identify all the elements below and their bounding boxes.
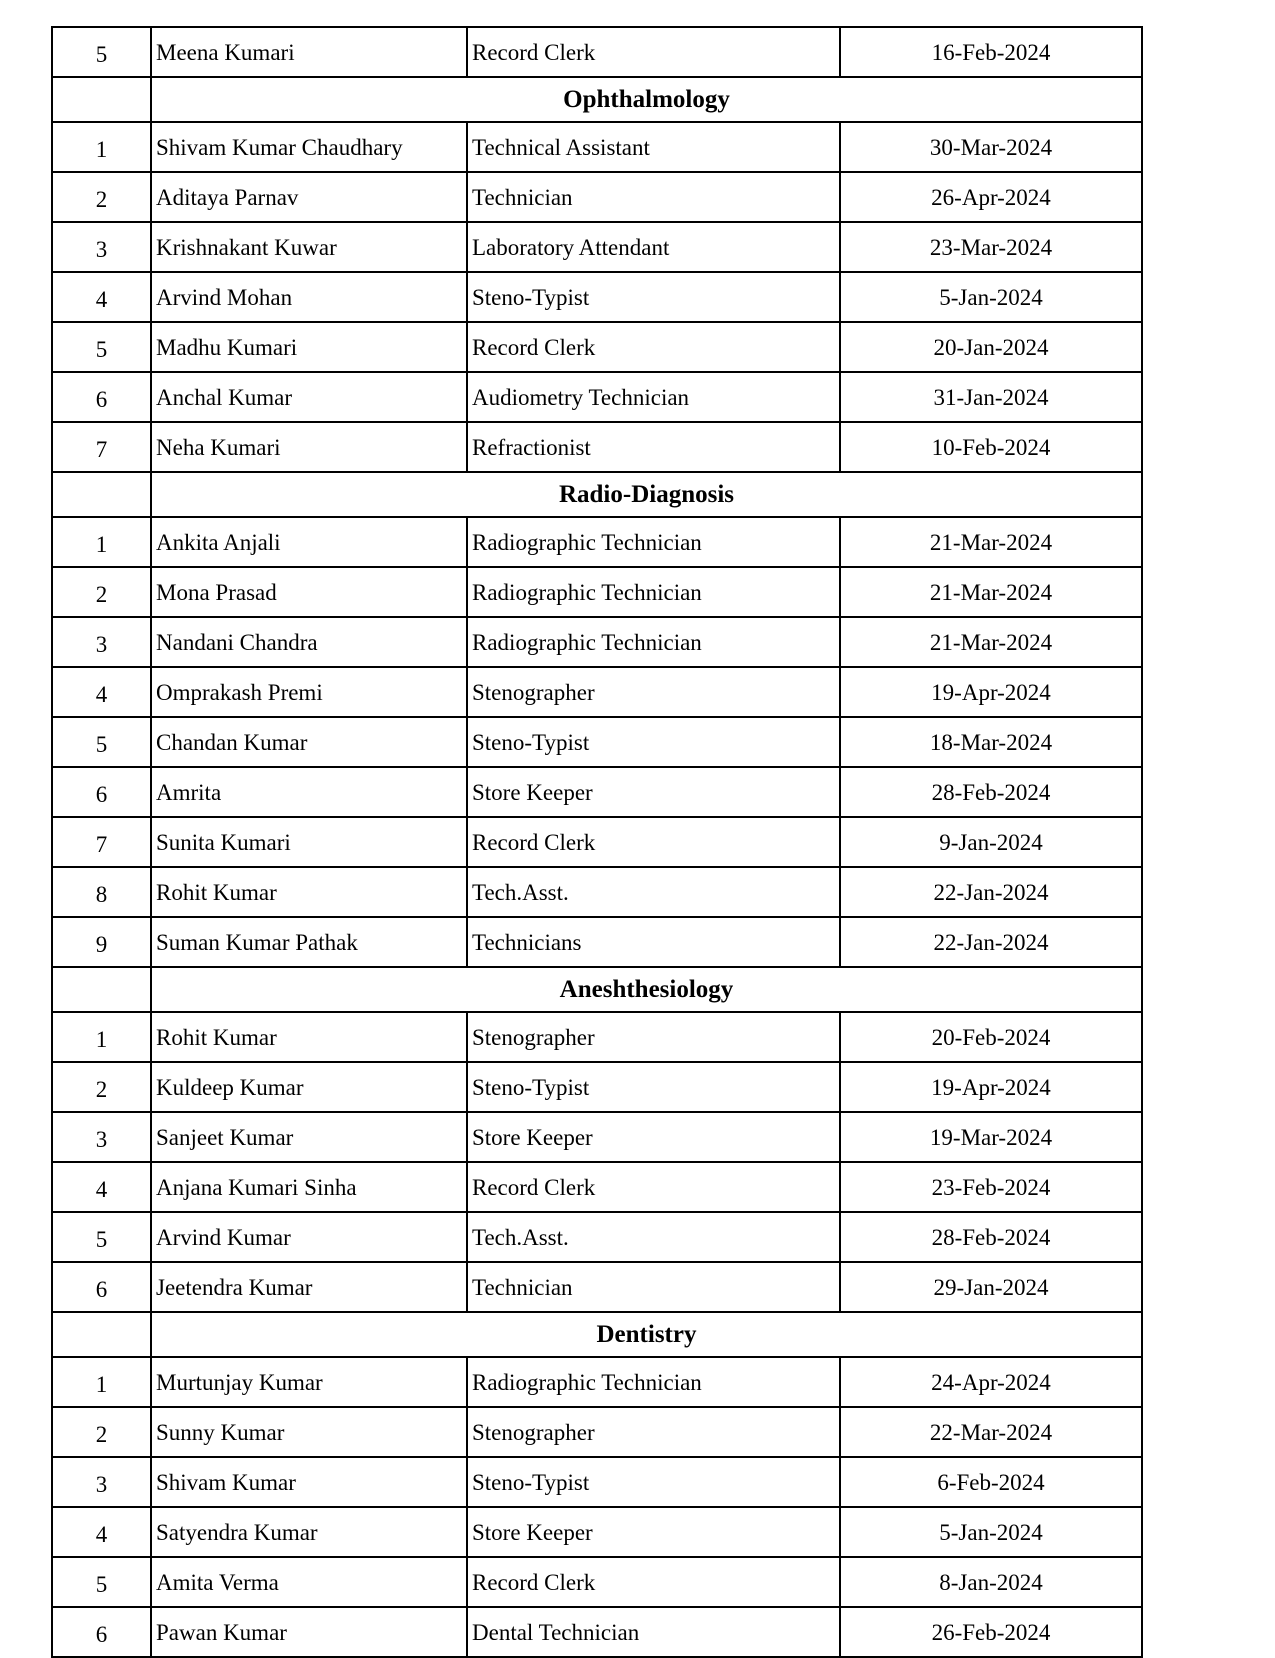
- serial-number-cell: 5: [52, 322, 151, 372]
- post-cell: Radiographic Technician: [467, 517, 840, 567]
- name-cell: Omprakash Premi: [151, 667, 467, 717]
- name-cell: Amrita: [151, 767, 467, 817]
- post-cell: Radiographic Technician: [467, 567, 840, 617]
- table-row: [52, 1162, 1142, 1212]
- serial-number-cell: 3: [52, 222, 151, 272]
- table-row: [52, 1507, 1142, 1557]
- date-cell: 16-Feb-2024: [840, 27, 1142, 77]
- date-cell: 23-Feb-2024: [840, 1162, 1142, 1212]
- staff-table-body: [52, 27, 1142, 1657]
- section-header-row: [52, 472, 1142, 517]
- name-cell: Sunny Kumar: [151, 1407, 467, 1457]
- serial-number-cell: 4: [52, 1162, 151, 1212]
- post-cell: Record Clerk: [467, 322, 840, 372]
- serial-number-cell: 6: [52, 372, 151, 422]
- post-cell: Steno-Typist: [467, 272, 840, 322]
- post-cell: Tech.Asst.: [467, 1212, 840, 1262]
- section-title: Radio-Diagnosis: [151, 472, 1142, 517]
- name-cell: Sunita Kumari: [151, 817, 467, 867]
- serial-number-cell: 3: [52, 617, 151, 667]
- serial-number-cell: 6: [52, 1262, 151, 1312]
- date-cell: 21-Mar-2024: [840, 567, 1142, 617]
- date-cell: 29-Jan-2024: [840, 1262, 1142, 1312]
- section-title: Dentistry: [151, 1312, 1142, 1357]
- serial-number-cell: 1: [52, 1012, 151, 1062]
- post-cell: Stenographer: [467, 667, 840, 717]
- post-cell: Stenographer: [467, 1012, 840, 1062]
- date-cell: 30-Mar-2024: [840, 122, 1142, 172]
- table-row: [52, 1012, 1142, 1062]
- post-cell: Laboratory Attendant: [467, 222, 840, 272]
- table-row: [52, 767, 1142, 817]
- post-cell: Refractionist: [467, 422, 840, 472]
- serial-number-cell: 2: [52, 172, 151, 222]
- name-cell: Neha Kumari: [151, 422, 467, 472]
- post-cell: Store Keeper: [467, 1507, 840, 1557]
- section-title: Ophthalmology: [151, 77, 1142, 122]
- post-cell: Radiographic Technician: [467, 1357, 840, 1407]
- name-cell: Suman Kumar Pathak: [151, 917, 467, 967]
- table-row: [52, 1457, 1142, 1507]
- date-cell: 28-Feb-2024: [840, 1212, 1142, 1262]
- table-row: [52, 1212, 1142, 1262]
- section-header-row: [52, 967, 1142, 1012]
- serial-number-cell: 1: [52, 517, 151, 567]
- table-row: [52, 422, 1142, 472]
- name-cell: Arvind Kumar: [151, 1212, 467, 1262]
- post-cell: Audiometry Technician: [467, 372, 840, 422]
- date-cell: 19-Apr-2024: [840, 667, 1142, 717]
- date-cell: 22-Mar-2024: [840, 1407, 1142, 1457]
- date-cell: 21-Mar-2024: [840, 617, 1142, 667]
- serial-number-cell: 7: [52, 422, 151, 472]
- post-cell: Stenographer: [467, 1407, 840, 1457]
- date-cell: 22-Jan-2024: [840, 917, 1142, 967]
- serial-number-cell: 1: [52, 1357, 151, 1407]
- name-cell: Murtunjay Kumar: [151, 1357, 467, 1407]
- serial-number-cell: 3: [52, 1457, 151, 1507]
- name-cell: Chandan Kumar: [151, 717, 467, 767]
- name-cell: Aditaya Parnav: [151, 172, 467, 222]
- post-cell: Steno-Typist: [467, 1457, 840, 1507]
- table-row: [52, 517, 1142, 567]
- name-cell: Krishnakant Kuwar: [151, 222, 467, 272]
- name-cell: Nandani Chandra: [151, 617, 467, 667]
- section-header-row: [52, 77, 1142, 122]
- date-cell: 21-Mar-2024: [840, 517, 1142, 567]
- table-row: [52, 567, 1142, 617]
- section-blank-cell: [52, 967, 151, 1012]
- date-cell: 5-Jan-2024: [840, 1507, 1142, 1557]
- post-cell: Steno-Typist: [467, 717, 840, 767]
- date-cell: 22-Jan-2024: [840, 867, 1142, 917]
- date-cell: 24-Apr-2024: [840, 1357, 1142, 1407]
- post-cell: Store Keeper: [467, 767, 840, 817]
- post-cell: Dental Technician: [467, 1607, 840, 1657]
- name-cell: Mona Prasad: [151, 567, 467, 617]
- post-cell: Tech.Asst.: [467, 867, 840, 917]
- post-cell: Store Keeper: [467, 1112, 840, 1162]
- table-row: [52, 1357, 1142, 1407]
- serial-number-cell: 6: [52, 767, 151, 817]
- name-cell: Ankita Anjali: [151, 517, 467, 567]
- name-cell: Amita Verma: [151, 1557, 467, 1607]
- post-cell: Record Clerk: [467, 817, 840, 867]
- section-blank-cell: [52, 77, 151, 122]
- post-cell: Steno-Typist: [467, 1062, 840, 1112]
- date-cell: 10-Feb-2024: [840, 422, 1142, 472]
- date-cell: 26-Apr-2024: [840, 172, 1142, 222]
- table-row: [52, 372, 1142, 422]
- name-cell: Satyendra Kumar: [151, 1507, 467, 1557]
- name-cell: Rohit Kumar: [151, 1012, 467, 1062]
- name-cell: Pawan Kumar: [151, 1607, 467, 1657]
- name-cell: Anjana Kumari Sinha: [151, 1162, 467, 1212]
- post-cell: Record Clerk: [467, 1162, 840, 1212]
- table-row: [52, 667, 1142, 717]
- table-row: [52, 272, 1142, 322]
- section-title: Aneshthesiology: [151, 967, 1142, 1012]
- post-cell: Record Clerk: [467, 27, 840, 77]
- serial-number-cell: 4: [52, 1507, 151, 1557]
- date-cell: 28-Feb-2024: [840, 767, 1142, 817]
- serial-number-cell: 5: [52, 717, 151, 767]
- post-cell: Technical Assistant: [467, 122, 840, 172]
- table-row: [52, 617, 1142, 667]
- table-row: [52, 1407, 1142, 1457]
- table-row: [52, 917, 1142, 967]
- name-cell: Sanjeet Kumar: [151, 1112, 467, 1162]
- table-row: [52, 817, 1142, 867]
- staff-table: [51, 26, 1143, 1658]
- date-cell: 19-Apr-2024: [840, 1062, 1142, 1112]
- name-cell: Kuldeep Kumar: [151, 1062, 467, 1112]
- date-cell: 20-Feb-2024: [840, 1012, 1142, 1062]
- post-cell: Technician: [467, 172, 840, 222]
- table-row: [52, 867, 1142, 917]
- name-cell: Rohit Kumar: [151, 867, 467, 917]
- serial-number-cell: 5: [52, 1557, 151, 1607]
- serial-number-cell: 4: [52, 667, 151, 717]
- name-cell: Meena Kumari: [151, 27, 467, 77]
- date-cell: 9-Jan-2024: [840, 817, 1142, 867]
- post-cell: Radiographic Technician: [467, 617, 840, 667]
- table-row: [52, 222, 1142, 272]
- date-cell: 20-Jan-2024: [840, 322, 1142, 372]
- serial-number-cell: 2: [52, 567, 151, 617]
- post-cell: Technicians: [467, 917, 840, 967]
- date-cell: 18-Mar-2024: [840, 717, 1142, 767]
- serial-number-cell: 7: [52, 817, 151, 867]
- table-row: [52, 322, 1142, 372]
- serial-number-cell: 8: [52, 867, 151, 917]
- table-row: [52, 172, 1142, 222]
- serial-number-cell: 4: [52, 272, 151, 322]
- serial-number-cell: 2: [52, 1407, 151, 1457]
- name-cell: Arvind Mohan: [151, 272, 467, 322]
- section-blank-cell: [52, 1312, 151, 1357]
- date-cell: 6-Feb-2024: [840, 1457, 1142, 1507]
- serial-number-cell: 9: [52, 917, 151, 967]
- date-cell: 19-Mar-2024: [840, 1112, 1142, 1162]
- post-cell: Record Clerk: [467, 1557, 840, 1607]
- serial-number-cell: 5: [52, 27, 151, 77]
- table-row: [52, 1262, 1142, 1312]
- date-cell: 23-Mar-2024: [840, 222, 1142, 272]
- name-cell: Shivam Kumar Chaudhary: [151, 122, 467, 172]
- serial-number-cell: 3: [52, 1112, 151, 1162]
- name-cell: Anchal Kumar: [151, 372, 467, 422]
- serial-number-cell: 2: [52, 1062, 151, 1112]
- name-cell: Jeetendra Kumar: [151, 1262, 467, 1312]
- date-cell: 26-Feb-2024: [840, 1607, 1142, 1657]
- serial-number-cell: 5: [52, 1212, 151, 1262]
- section-header-row: [52, 1312, 1142, 1357]
- serial-number-cell: 6: [52, 1607, 151, 1657]
- name-cell: Madhu Kumari: [151, 322, 467, 372]
- table-row: [52, 1062, 1142, 1112]
- date-cell: 8-Jan-2024: [840, 1557, 1142, 1607]
- table-row: [52, 1112, 1142, 1162]
- serial-number-cell: 1: [52, 122, 151, 172]
- table-row: [52, 27, 1142, 77]
- date-cell: 31-Jan-2024: [840, 372, 1142, 422]
- table-row: [52, 122, 1142, 172]
- post-cell: Technician: [467, 1262, 840, 1312]
- table-row: [52, 717, 1142, 767]
- table-row: [52, 1557, 1142, 1607]
- date-cell: 5-Jan-2024: [840, 272, 1142, 322]
- name-cell: Shivam Kumar: [151, 1457, 467, 1507]
- section-blank-cell: [52, 472, 151, 517]
